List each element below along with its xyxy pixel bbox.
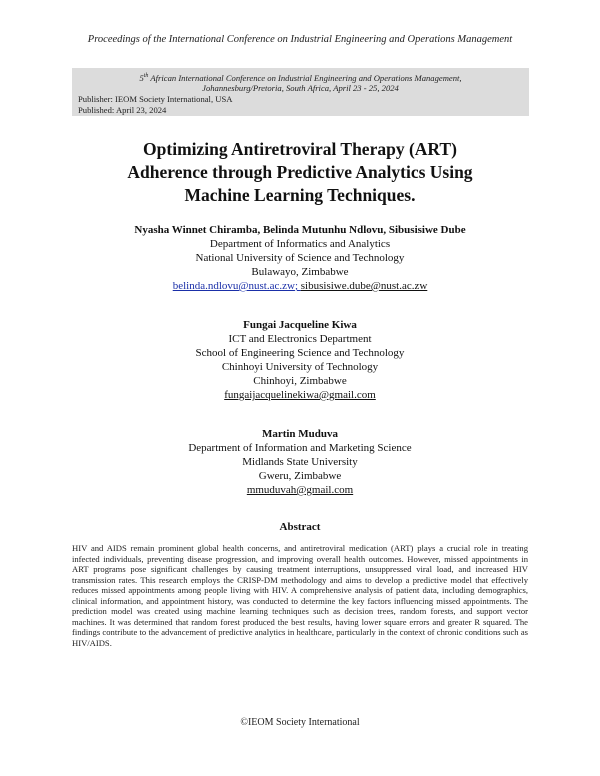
- affiliation-line: ICT and Electronics Department: [228, 333, 372, 345]
- affiliation-line: Chinhoyi University of Technology: [221, 361, 379, 373]
- affiliation-line: Department of Informatics and Analytics: [209, 238, 391, 250]
- affiliation-line: School of Engineering Science and Technology: [195, 347, 405, 359]
- page-footer: ©IEOM Society International: [240, 717, 360, 728]
- affiliation-line: Chinhoyi, Zimbabwe: [253, 375, 347, 387]
- conference-number: 5: [139, 72, 144, 83]
- email-link[interactable]: fungaijacquelinekiwa@gmail.com: [224, 389, 376, 401]
- conference-info-box: [72, 68, 529, 116]
- affiliation-line: Midlands State University: [242, 456, 358, 468]
- title-line-3: Machine Learning Techniques.: [184, 185, 416, 205]
- email-line: [0, 279, 600, 293]
- author-name: Martin Muduva: [261, 428, 339, 440]
- affiliation-line: Gweru, Zimbabwe: [258, 470, 342, 482]
- email-link[interactable]: sibusisiwe.dube@nust.ac.zw: [300, 280, 428, 292]
- published-date-line: Published: April 23, 2024: [78, 104, 167, 115]
- author-name: Fungai Jacqueline Kiwa: [243, 319, 357, 331]
- author-names: Nyasha Winnet Chiramba, Belinda Mutunhu Ndlovu, Sibusisiwe Dube: [134, 224, 466, 236]
- abstract-body: HIV and AIDS remain prominent global health concerns, and antiretroviral medication (ART) plays a crucial role in treating infected individuals, preventing disease progression, and improving overall health outcomes. However, missed appointments in ART programs pose significant challenges by causing treatment interruptions, unsuppressed viral load, and increased HIV transmission rates. This research employs the CRISP-DM methodology and aims to develop a predictive model that effectively reduces missed appointments among people living with HIV. A comprehensive analysis of patient data, including demographics, clinical information, and appointment history, was conducted to determine the key factors influencing missed appointments. The prediction model was created using machine learning techniques such as decision trees, random forests, and support vector machines. It was determined that random forest produced the best results, having lower square errors and greater R squared. The findings contribute to the advancement of predictive analytics in healthcare, particularly in the context of chronic conditions such as HIV/AIDS.: [72, 543, 528, 648]
- author-block-1: [0, 223, 600, 293]
- email-link[interactable]: belinda.ndlovu@nust.ac.zw: [172, 280, 295, 292]
- affiliation-line: Department of Information and Marketing Science: [188, 442, 412, 454]
- author-block-2: [0, 318, 600, 402]
- affiliation-line: Bulawayo, Zimbabwe: [251, 266, 349, 278]
- title-line-1: Optimizing Antiretroviral Therapy (ART): [143, 139, 457, 159]
- publisher-line: Publisher: IEOM Society International, USA: [78, 94, 233, 105]
- email-separator: ;: [294, 280, 301, 292]
- title-line-2: Adherence through Predictive Analytics Using: [127, 162, 473, 182]
- paper-title: [60, 138, 540, 207]
- conference-name: African International Conference on Industrial Engineering and Operations Management,: [148, 72, 462, 83]
- affiliation-line: National University of Science and Technology: [195, 252, 405, 264]
- abstract-heading: Abstract: [279, 521, 321, 533]
- conference-line-1: [78, 71, 523, 83]
- conference-ordinal: th: [143, 73, 149, 79]
- email-link[interactable]: mmuduvah@gmail.com: [246, 484, 354, 496]
- conference-location-dates: Johannesburg/Pretoria, South Africa, April 23 - 25, 2024: [202, 83, 399, 94]
- running-header: Proceedings of the International Conference on Industrial Engineering and Operations Management: [87, 34, 513, 45]
- author-block-3: [0, 427, 600, 497]
